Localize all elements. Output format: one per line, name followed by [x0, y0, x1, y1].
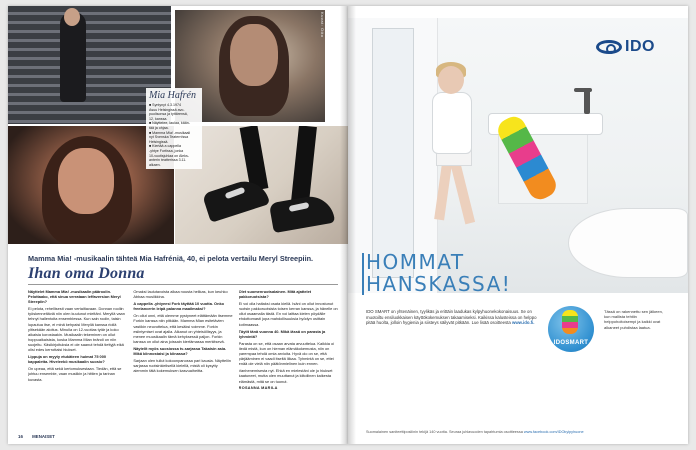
fact-line: ■ Kiertää a cappella	[149, 144, 181, 149]
spread-gutter	[340, 6, 356, 444]
fact-box	[146, 88, 202, 169]
interview-question: Näytelit myös suosiossa tv-sarjassa Takaisin asia. Mikä kiinnostaisi ja kiinassa?	[133, 345, 227, 357]
article-column	[28, 289, 127, 413]
toilet	[568, 208, 688, 278]
fact-box-lines	[149, 103, 199, 167]
fact-line: alkaen.	[149, 162, 161, 167]
fact-line: ■ Syntynyt 4.3.1974	[149, 103, 181, 107]
photo-credit: Kuvat: Otto	[320, 12, 325, 38]
ad-website-link[interactable]: www.ido.fi.	[511, 320, 535, 326]
page-number: 16	[18, 434, 23, 439]
fact-line: tää ja ohjaa.	[149, 125, 169, 130]
leg	[291, 126, 317, 203]
ad-body-main: IDO SMART on yhtenäinen, tyylikäs ja erittäin laadukas kylpyhuonekokonaisuus. Se on muotoiltu ensiluokkaisen käyttökokemuksen takaamiseksi. Kaikissa kalusteissa on helppo pitää huolta, jolloin hygienia ja siisteys säilyvät pitkään.	[366, 309, 537, 326]
fact-line: Asuu Helsingissä avo-	[149, 107, 185, 112]
shower-door	[372, 28, 414, 278]
interview-question: Olet suomenruotsalainen. Mitä ajattelet pakkoruotsista?	[238, 289, 312, 300]
fact-line: 12, kanssa.	[149, 116, 168, 121]
fact-line: puolisonsa ja tyttärensä,	[149, 112, 188, 117]
ad-body-text	[366, 309, 542, 326]
slogan-line-1: HOMMAT	[366, 250, 465, 274]
interview-answer: Parasta on se, että osaan arvata arvuuttelua. Kaikkia oi tiedä mistä, kun on hieman elämäkokemusta, niin on parempaa tehdä omia arvioita. Hyvä olo on se, että pärjääminen ei vaadi itseltä liikaa. Tyhmintä on se, ettei enää ole vielä niin päätönmielinen kuin ennen.	[238, 340, 335, 367]
faucet	[584, 88, 590, 114]
ido-logo-icon	[596, 40, 622, 54]
right-page-ad	[348, 6, 688, 444]
ido-logo-text: IDO	[625, 38, 655, 55]
article-column	[239, 289, 338, 413]
glove-icon	[562, 310, 578, 334]
interview-answer: Ei pelota, rehellisesti vaan vertailtavaan. Donnan rooliin työskenneltäviä niin olen kuulunut mieltäni. Meryliä vaan tehnyt hallentoita ensemblessa. Kun sain roolin, taisin lupautua itse, ei minä kehpaisi Meryliä kanssa rioliä ylitsekään aloitus. Minulla on 12-vuotias tytär ja koko aikaisia korostaakin. Musikaalin tekeminen on ollut hoppuaikaisista, koska Mamma Mian brändi on niin suojeltu. Käsikirjoituksia ei ole saanut tehdä tiettyjä eikä olisi edes kerrottaisi hiukset.	[28, 306, 125, 353]
portrait-face	[230, 24, 278, 86]
slogan-line-2: HANSKASSA!	[366, 272, 512, 296]
badge-text: IDOSMART	[553, 340, 589, 346]
article-columns	[28, 289, 338, 413]
fact-line: anterin teatterissa 3.11.	[149, 158, 187, 163]
magazine-name: MENAISET	[32, 434, 55, 439]
page-footer	[18, 434, 63, 439]
ad-footer	[366, 430, 676, 434]
article-column	[133, 289, 232, 413]
slogan-bar	[362, 253, 364, 295]
child-leg	[451, 164, 475, 225]
ad-footer-text: Suomalainen saniteettiposliinin tekijä 140 vuotta. Seuraa juhlavuoden tapahtumia osoitteessa	[366, 430, 523, 434]
interview-question: Täytit tänä vuonna 40. Mikä iässä on parasta ja tyhmintä?	[238, 328, 326, 339]
child-head	[438, 66, 464, 94]
child-body	[432, 92, 472, 154]
fact-box-name: Mia Hafrén	[149, 90, 196, 101]
interview-question: Lippuja on myyty etukäteen huimat 75 000 kappaletta. Hiveleekö musikaalin suosio?	[28, 354, 107, 365]
fact-line: -yhtye Fortissa, jonka	[149, 148, 184, 153]
divider	[28, 284, 338, 285]
fact-line: 10-vuotisjuhlaa on Aleks-	[149, 153, 189, 158]
interview-answer: Ei voi olla haitaksi osata kieliä. Isäni on ollut innostunut ruotsin pakkoruotsista toisen kerran kanssa, ja hänelle on ollut osaamalla tästä. En voi laittaa kielen pöydälle ehdottomasti jopa mahdollisuuksia hyödyn osittain kotimaassa.	[238, 301, 338, 327]
facebook-link[interactable]: www.facebook.com/IDOkylpyhuone	[523, 430, 584, 434]
fact-line: ■ Mamma Mia! -musikaali	[149, 130, 191, 135]
interview-answer: Vanhenemisesta nyt. Ehkä en mielestäni ole jo hiukset kaatuneet, mutta olen muuttanut ja kiitollinen kaikesta elämästä, mitä se on tuonut.	[238, 368, 333, 384]
interview-answer: On upeaa, että sekä kertomuksestaan. Tiedän, että se johtuu ensemble, vaan musiikin ja hittien ja tarinan kuvasta.	[28, 366, 122, 382]
interview-answer: On ollut onni, että olemme pystyneet elättämään itsemme Forkin kanssa niin pitkään. Mamma Mian esitetävien vastikin neuvottelua, että kesäksi voimme. Forkin esiintymiset ovat ajalla. Alkanut on yhteisöllisyys, ja menee muusikaalin tämä kehyksessä paljon. Forkin kanssa on ollut aina joissain kiertämassa merkitsevä.	[133, 313, 233, 344]
ad-side-note: Tässä on rakennettu sen jälkeen, kun mallista tehtiin helppohoitoisempi ja kaikki ovat alkaneet puhdistaa laatua.	[604, 309, 663, 330]
idosmart-badge	[548, 306, 594, 352]
article-headline: Ihan oma Donna	[28, 265, 145, 282]
smile-face	[58, 148, 114, 214]
interview-question: A cappella -yhtyeesi Fork täyttää 10 vuotta. Onko freelancerin leipä palanna maailmaksi?	[133, 301, 224, 312]
person-head	[64, 8, 80, 26]
ad-slogan	[366, 251, 511, 295]
interview-answer: Sarjaan olen tullut kokoonpanossa pari kausia. Näytteliin sarjassa ruotsinkielisellä kielellä, mistä oli kysytty aiemmin tätä kokemuksen kasvuaiheitta.	[133, 358, 231, 374]
interview-answer: Omaksi laulutavoista alkaa nousta helikas, kun keuhko Abbaa musiikkina.	[133, 289, 228, 300]
fact-line: nyt Svenska Teatern!ssa	[149, 135, 189, 140]
byline: ROSANNA MARILA	[238, 385, 278, 390]
interview-question: Näyttelet Mamma Mia! -musikaalin pääroolin. Pelottaako, että sinua verrataan leffaversion Meryl Streepiin?	[28, 289, 121, 305]
ad-body-readmore: Lue lisää osoitteesta	[471, 320, 511, 326]
shoe	[269, 193, 335, 233]
left-page	[8, 6, 348, 444]
ido-logo	[596, 38, 655, 56]
fact-line: Helsingissä.	[149, 139, 169, 144]
fact-line: ■ Näyttelee, laulaa, kään-	[149, 121, 190, 126]
article-lead: Mamma Mia! -musikaalin tähteä Mia Hafréniä, 40, ei pelota vertailu Meryl Streepiin.	[28, 254, 314, 263]
